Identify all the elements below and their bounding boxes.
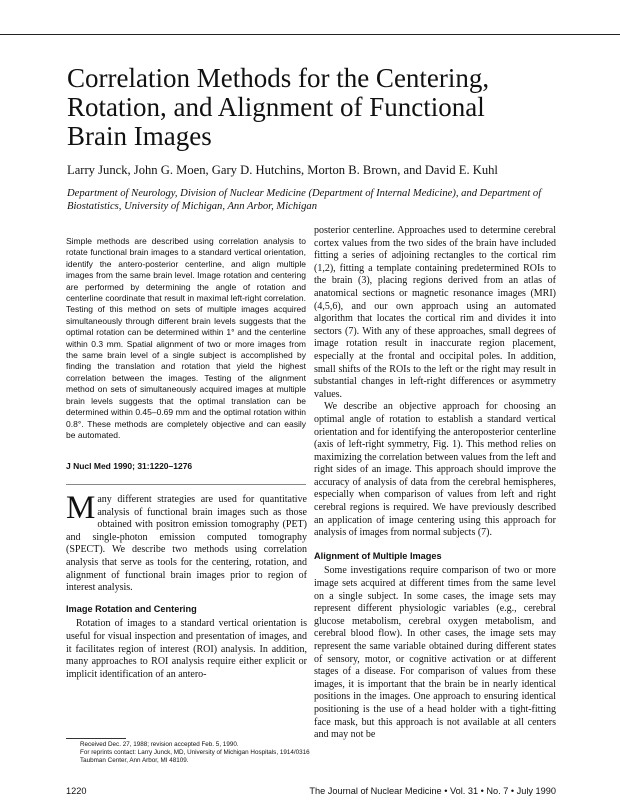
journal-citation: The Journal of Nuclear Medicine • Vol. 31 • No. 7 • July 1990 [309,786,556,796]
intro-paragraph [66,490,307,595]
drop-cap: M [66,490,96,526]
top-rule [0,34,620,35]
objective-approach-paragraph: We describe an objective approach for choosing an optimal angle of rotation to establish a standard vertical orientation and for identifying the anteroposterior centerline (axis of left-right symmetry, Fig. 1). This method relies on maximizing the correlation between values from the left and right sides of an image. This approach should improve the accuracy of analysis of data from the cerebral hemispheres, especially when comparison of values from left and right cerebral regions is required. We have previously described an application of image centering using this approach for analysis of images from normal subjects (7). [314,401,556,539]
body-column-right [314,225,556,742]
section-heading-alignment: Alignment of Multiple Images [314,550,442,561]
alignment-paragraph: Some investigations require comparison of two or more image sets acquired at different times from the same level on a single subject. In some cases, the image sets may represent different physiologic variables (e.g., cerebral glucose metabolism, cerebral oxygen metabolism, and cerebral blood flow). In other cases, the image sets may represent the same variable obtained during different states of sensory, motor, or cognitive activation or at different stages of a disease. For comparison of values from these images, it is important that the brain be in nearly identical positions in the images. One approach to ensuring identical positioning is the use of a head holder with a tight-fitting face mask, but this approach is not available at all centers and may not be [314,565,556,741]
citation: J Nucl Med 1990; 31:1220–1276 [66,461,193,471]
page-number: 1220 [66,786,87,796]
article-title: Correlation Methods for the Centering, Rotation, and Alignment of Functional Brain Images [67,63,490,151]
abstract: Simple methods are described using correlation analysis to rotate functional brain images to a standard vertical orientation, identify the antero-posterior centerline, and align multiple images from the same brain level. Image rotation and centering are performed by determining the angle of rotation and centerline coordinate that result in maximal left-right correlation. Testing of this method on sets of multiple images acquired simultaneously through different brain levels suggests that the optimal rotation can be determined within 1° and the centerline within 0.3 mm. Spatial alignment of two or more images from the same brain level of a single subject is accomplished by finding the translation and rotation that yield the highest correlation between the images. Testing of the alignment method on sets of simultaneously acquired images at multiple brain levels suggests that the optimal translation can be determined within 0.45–0.69 mm and the optimal rotation within 0.8°. These methods are completely objective and can easily be automated. [66,236,306,440]
rotation-paragraph: Rotation of images to a standard vertical orientation is useful for visual inspection and presentation of images, and it facilitates region of interest (ROI) analysis. In addition, many approaches to ROI analysis require either explicit or implicit identification of an antero- [66,618,307,680]
article-authors: Larry Junck, John G. Moen, Gary D. Hutchins, Morton B. Brown, and David E. Kuhl [67,163,498,177]
footnote-received: Received Dec. 27, 1988; revision accepted Feb. 5, 1990. [80,741,239,748]
footnote-rule [66,738,126,739]
section-heading-rotation: Image Rotation and Centering [66,603,197,614]
footnote [80,741,310,766]
article-affiliation: Department of Neurology, Division of Nuclear Medicine (Department of Internal Medicine), and Department of Biostatistics, University of Michigan, Ann Arbor, Michigan [67,188,542,212]
abstract-divider [66,484,306,485]
footnote-reprints: For reprints contact: Larry Junck, MD, University of Michigan Hospitals, 1914/0316 Taubman Center, Ann Arbor, MI 48109. [80,749,310,765]
body-column-left [66,490,307,681]
centerline-paragraph: posterior centerline. Approaches used to determine cerebral cortex values from the two sides of the brain have included fitting a series of adjoining rectangles to the cortical rim (1,2), fitting a template containing predetermined ROIs to the brain (3), placing regions derived from an atlas of anatomical sections or magnetic resonance images (MRI) (4,5,6), and our own approach using an automated algorithm that locates the cortical rim and divides it into sectors (7). With any of these approaches, small degrees of image rotation result in inaccurate region placement, especially at the frontal and occipital poles. In addition, small shifts of the ROIs to the left or the right may result in substantial changes in left-right differences or asymmetry values. [314,225,556,400]
intro-text: any different strategies are used for quantitative analysis of functional brain images such as those obtained with positron emission tomography (PET) and single-photon emission computed tomography (SPECT). We describe two methods using correlation analysis that serve as tools for the centering, rotation, and alignment of functional brain images prior to region of interest analysis. [66,494,307,594]
